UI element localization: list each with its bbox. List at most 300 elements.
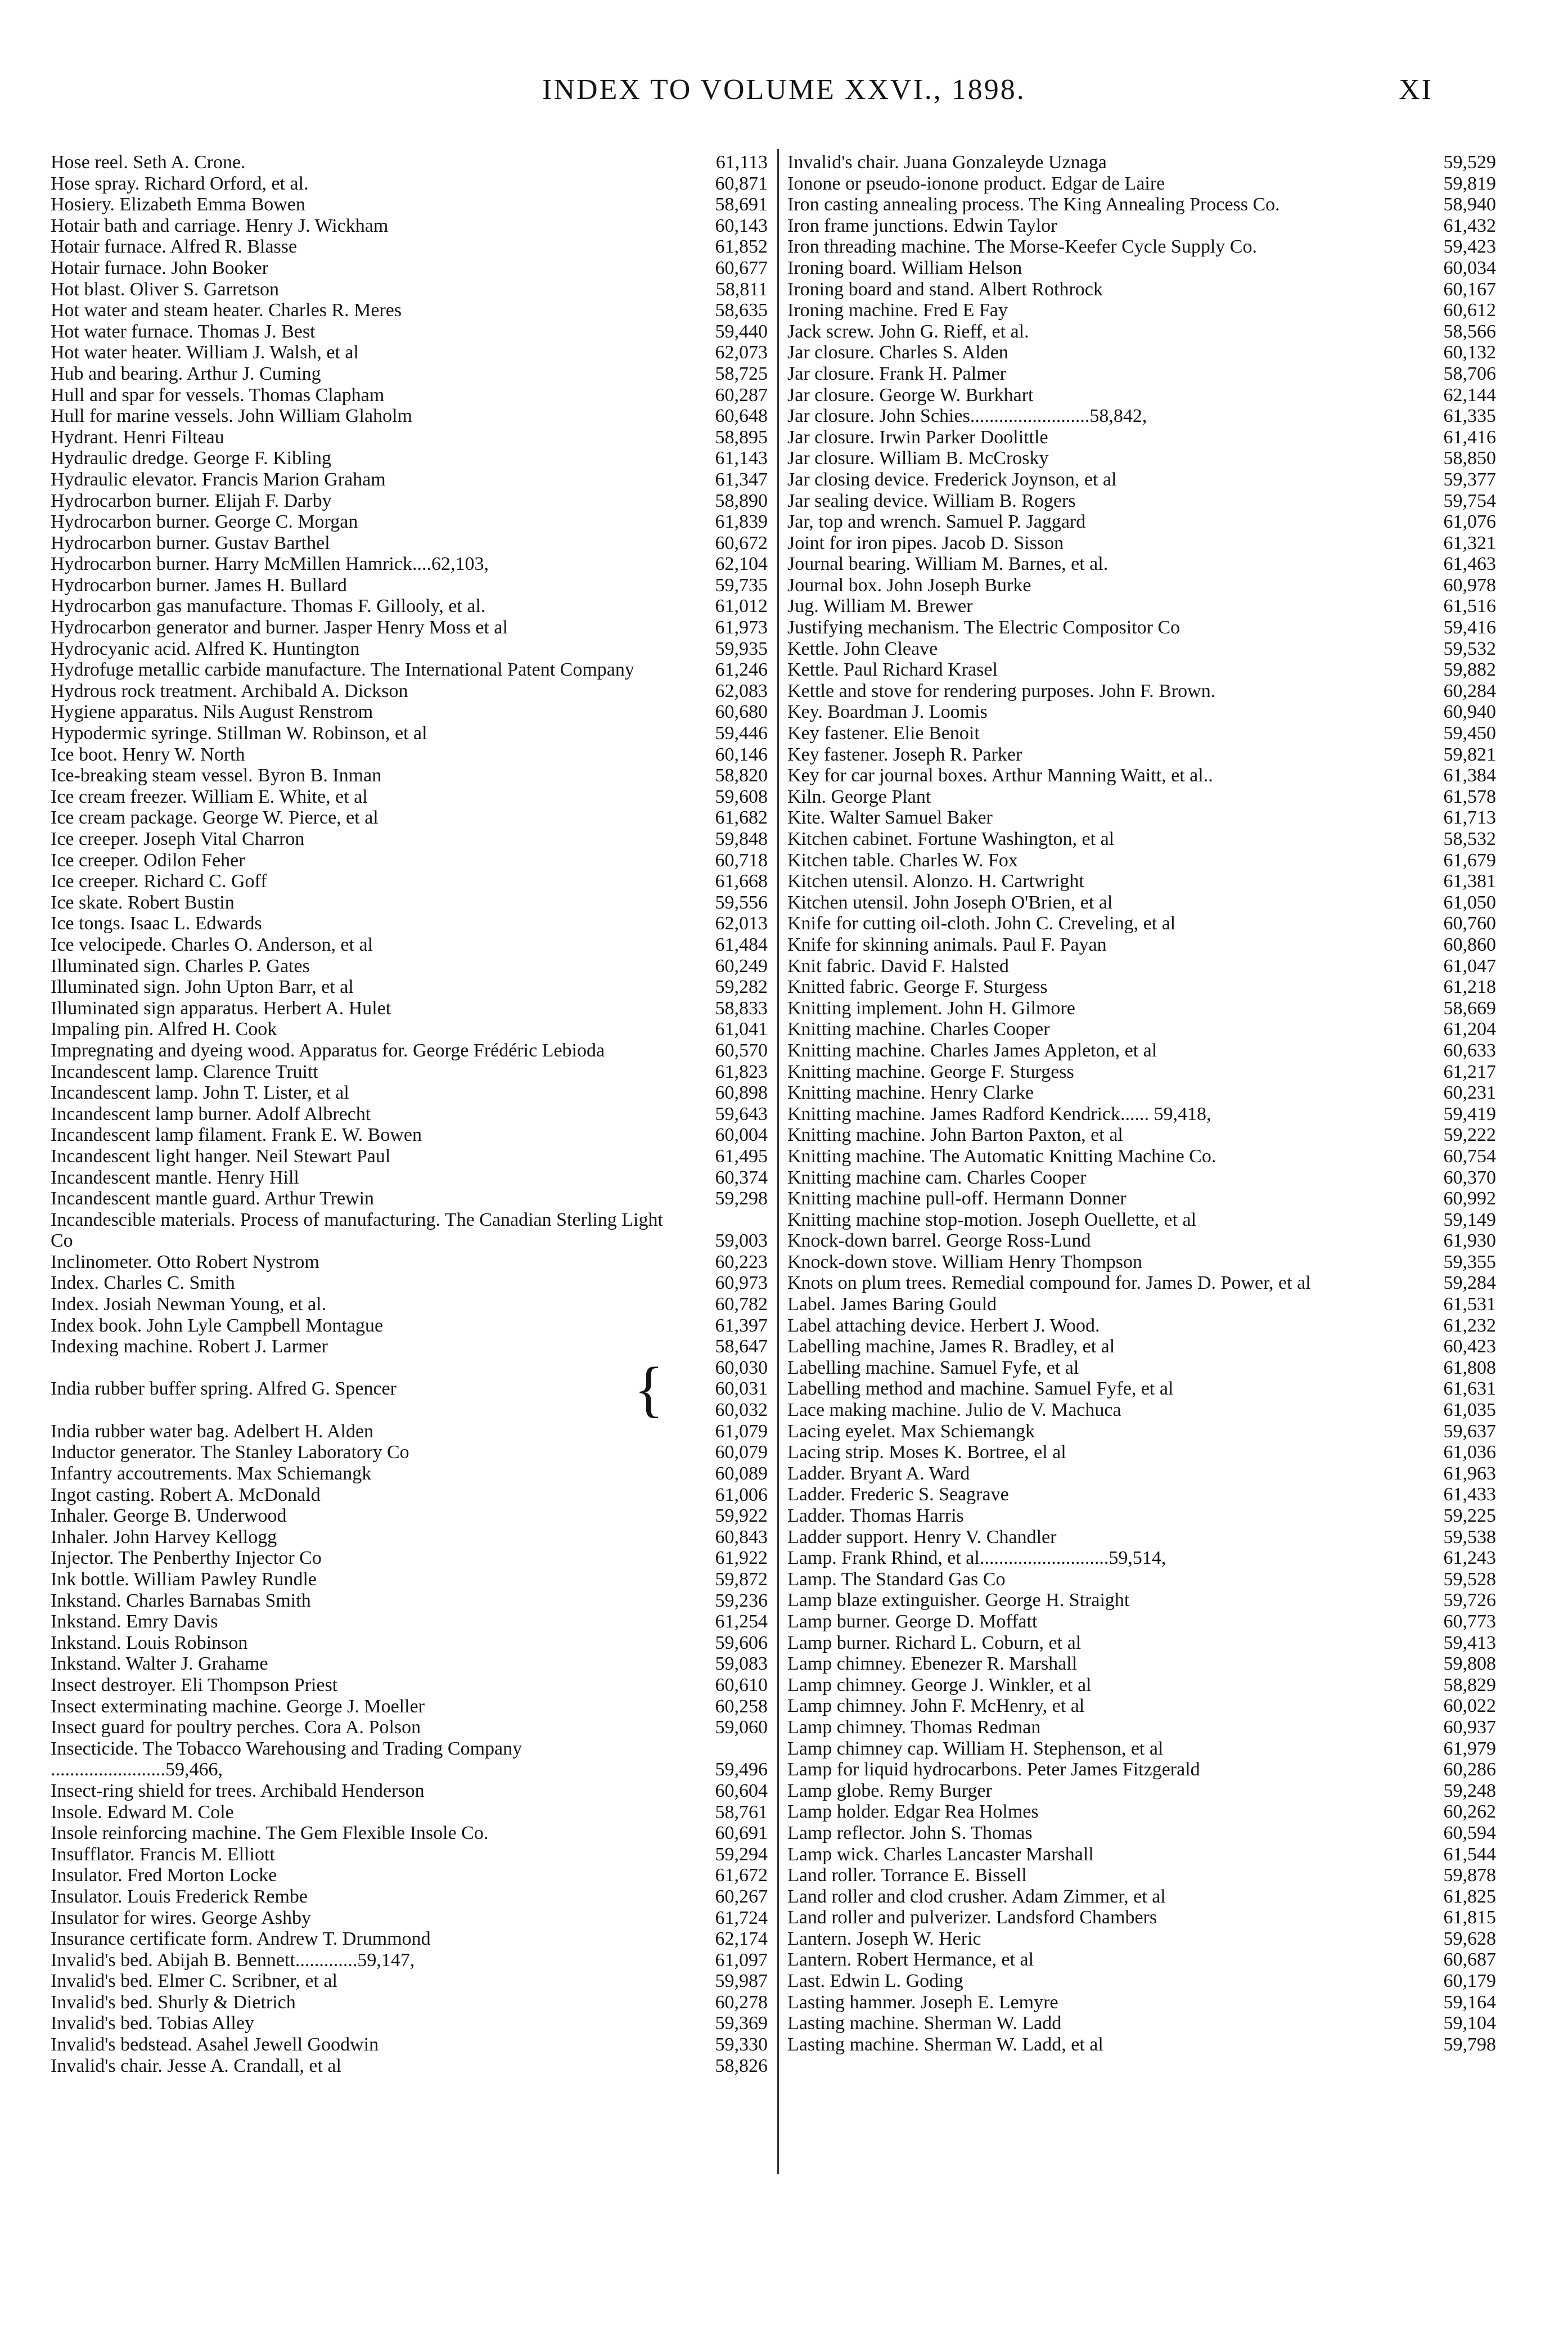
entry-text: Ice tongs. Isaac L. Edwards (51, 913, 262, 934)
patent-number: 59,419 (1443, 1103, 1496, 1125)
index-entry (787, 1315, 1496, 1337)
patent-number: 58,833 (715, 997, 768, 1019)
entry-text: Key fastener. Joseph R. Parker (787, 744, 1022, 765)
patent-number: 59,423 (1443, 236, 1496, 258)
patent-number: 61,578 (1443, 786, 1496, 807)
entry-text: Iron threading machine. The Morse-Keefer Cycle Supply Co. (787, 236, 1257, 258)
patent-number: 60,034 (1443, 257, 1496, 278)
page-title: INDEX TO VOLUME XXVI., 1898. (542, 74, 1026, 106)
patent-number: 60,612 (1443, 300, 1496, 321)
patent-number: 60,973 (715, 1272, 768, 1294)
index-entry (787, 533, 1496, 554)
index-entry (787, 385, 1496, 406)
entry-text: Hydraulic elevator. Francis Marion Graham (51, 469, 386, 490)
entry-text: Incandescent lamp. John T. Lister, et al (51, 1082, 349, 1104)
patent-number: 60,594 (1443, 1822, 1496, 1843)
patent-number: 61,963 (1443, 1463, 1496, 1484)
entry-text: Ice-breaking steam vessel. Byron B. Inman (51, 765, 382, 786)
patent-number: 59,225 (1443, 1505, 1496, 1526)
entry-text: Labelling method and machine. Samuel Fyfe, et al (787, 1378, 1174, 1400)
patent-number: 60,223 (715, 1251, 768, 1272)
entry-text: Land roller and pulverizer. Landsford Chambers (787, 1907, 1157, 1928)
index-entry (51, 406, 768, 427)
patent-number: 60,604 (715, 1780, 768, 1801)
index-entry (787, 1653, 1496, 1675)
entry-text: Lamp chimney. Thomas Redman (787, 1716, 1041, 1738)
entry-text: Jar sealing device. William B. Rogers (787, 490, 1076, 511)
entry-text: Ironing board. William Helson (787, 257, 1022, 278)
entry-text: Key for car journal boxes. Arthur Manning Waitt, et al.. (787, 765, 1213, 786)
patent-number: 59,935 (715, 638, 768, 659)
entry-text: Lamp. The Standard Gas Co (787, 1568, 1006, 1590)
patent-number: 59,819 (1443, 173, 1496, 194)
patent-number: 59,878 (1443, 1865, 1496, 1886)
entry-text: Joint for iron pipes. Jacob D. Sisson (787, 532, 1064, 554)
entry-text: Inhaler. John Harvey Kellogg (51, 1526, 277, 1548)
index-entry (51, 236, 768, 258)
index-entry (51, 913, 768, 934)
index-entry (51, 321, 768, 343)
patent-number: 60,284 (1443, 680, 1496, 701)
index-entry (51, 342, 768, 363)
index-entry (51, 850, 768, 871)
entry-text: Hydrocarbon generator and burner. Jasper Henry Moss et al (51, 617, 508, 638)
index-entry (51, 448, 768, 469)
index-entry (787, 1442, 1496, 1463)
patent-number: 59,355 (1443, 1251, 1496, 1272)
left-index-column (51, 152, 768, 2076)
patent-number: 60,370 (1443, 1167, 1496, 1188)
patent-number: 61,143 (715, 448, 768, 469)
page-number: XI (1399, 74, 1433, 106)
entry-text: Incandescent lamp. Clarence Truitt (51, 1061, 318, 1082)
entry-text: Knitting machine cam. Charles Cooper (787, 1167, 1087, 1188)
entry-text: Jar closure. John Schies.........................58,842, (787, 406, 1147, 427)
index-entry (51, 1865, 768, 1886)
patent-number: 61,416 (1443, 426, 1496, 448)
index-entry (51, 385, 768, 406)
index-entry (787, 1421, 1496, 1442)
index-entry (51, 1062, 768, 1083)
entry-text: Lamp chimney. Ebenezer R. Marshall (787, 1653, 1078, 1675)
patent-number: 60,231 (1443, 1082, 1496, 1104)
index-entry (787, 1844, 1496, 1865)
patent-number: 61,823 (715, 1061, 768, 1082)
patent-number: 60,278 (715, 1991, 768, 2013)
patent-number: 59,083 (715, 1653, 768, 1675)
index-entry (51, 1146, 768, 1167)
patent-number: 60,773 (1443, 1611, 1496, 1632)
entry-text: Jug. William M. Brewer (787, 596, 973, 617)
entry-text: Ironing machine. Fred E Fay (787, 300, 1008, 321)
index-entry (51, 1548, 768, 1569)
index-entry (51, 871, 768, 892)
entry-text: Insole reinforcing machine. The Gem Flexible Insole Co. (51, 1823, 489, 1844)
patent-number: 60,843 (715, 1526, 768, 1548)
entry-text: Kettle. Paul Richard Krasel (787, 659, 998, 681)
entry-text: Iron casting annealing process. The King Annealing Process Co. (787, 194, 1280, 215)
index-entry (51, 1019, 768, 1040)
patent-number: 61,347 (715, 469, 768, 490)
patent-number: 58,940 (1443, 194, 1496, 215)
index-entry (787, 1675, 1496, 1696)
patent-number: 58,761 (715, 1801, 768, 1823)
patent-number: 59,643 (715, 1103, 768, 1125)
entry-text: Hot water heater. William J. Walsh, et al (51, 342, 359, 363)
entry-text: Ladder support. Henry V. Chandler (787, 1526, 1057, 1548)
entry-text: Label attaching device. Herbert J. Wood. (787, 1315, 1100, 1336)
entry-text: Kitchen utensil. Alonzo. H. Cartwright (787, 871, 1084, 892)
entry-text: Hotair furnace. John Booker (51, 257, 269, 278)
index-entry (787, 1717, 1496, 1738)
index-entry (51, 215, 768, 237)
index-entry (51, 1104, 768, 1125)
patent-number: 61,041 (715, 1019, 768, 1040)
entry-text: Journal bearing. William M. Barnes, et al. (787, 554, 1109, 575)
patent-number: 59,821 (1443, 744, 1496, 765)
index-entry (787, 1569, 1496, 1590)
entry-text: Ice cream package. George W. Pierce, et al (51, 807, 379, 829)
patent-number: 61,113 (715, 152, 768, 173)
entry-text: Lamp chimney cap. William H. Stephenson, et al (787, 1738, 1164, 1759)
patent-number: 58,811 (715, 278, 768, 300)
patent-number: 59,735 (715, 574, 768, 596)
index-entry (51, 1633, 768, 1654)
entry-text: Land roller. Torrance E. Bissell (787, 1865, 1027, 1886)
patent-number: 60,167 (1443, 278, 1496, 300)
entry-text: Jack screw. John G. Rieff, et al. (787, 321, 1029, 342)
entry-text: Knitting machine. George F. Sturgess (787, 1061, 1074, 1082)
patent-number: 60,032 (715, 1400, 768, 1421)
index-entry (51, 1040, 768, 1062)
index-entry (51, 1125, 768, 1146)
patent-number: 60,687 (1443, 1949, 1496, 1971)
entry-text: Key. Boardman J. Loomis (787, 701, 988, 723)
patent-number: 60,871 (715, 173, 768, 194)
index-entry (787, 1971, 1496, 1992)
right-index-column (787, 152, 1496, 2055)
index-entry (51, 258, 768, 279)
entry-text: Knots on plum trees. Remedial compound for. James D. Power, et al (787, 1272, 1311, 1294)
index-entry (51, 1886, 768, 1908)
entry-text: Illuminated sign. Charles P. Gates (51, 955, 310, 977)
entry-text: Hot water furnace. Thomas J. Best (51, 321, 316, 342)
entry-text: Hydrous rock treatment. Archibald A. Dickson (51, 680, 408, 701)
patent-number: 60,648 (715, 406, 768, 427)
patent-number: 60,633 (1443, 1040, 1496, 1061)
entry-text: Kitchen table. Charles W. Fox (787, 849, 1018, 871)
entry-text: Knitting machine. The Automatic Knitting Machine Co. (787, 1145, 1216, 1167)
patent-number: 59,416 (1443, 617, 1496, 638)
entry-text: Key fastener. Elie Benoit (787, 723, 980, 744)
entry-text: Incandescent lamp burner. Adolf Albrecht (51, 1103, 371, 1125)
entry-text: Knife for cutting oil-cloth. John C. Creveling, et al (787, 913, 1176, 934)
curly-brace-icon: { (634, 1354, 664, 1423)
index-entry (787, 2013, 1496, 2034)
entry-text: Ice creeper. Richard C. Goff (51, 871, 267, 892)
patent-number: 61,076 (1443, 511, 1496, 533)
entry-text: Inductor generator. The Stanley Laboratory Co (51, 1442, 409, 1463)
patent-number: 62,144 (1443, 384, 1496, 406)
patent-number: 59,922 (715, 1505, 768, 1527)
index-entry (787, 1484, 1496, 1505)
index-entry (787, 1696, 1496, 1717)
index-entry (787, 1907, 1496, 1928)
patent-number: 61,381 (1443, 871, 1496, 892)
entry-text: Lamp burner. George D. Moffatt (787, 1611, 1038, 1632)
patent-number: 62,073 (715, 342, 768, 363)
patent-number: 60,898 (715, 1082, 768, 1104)
patent-number: 58,850 (1443, 448, 1496, 469)
index-entry (787, 1928, 1496, 1950)
entry-text: Knitting machine. James Radford Kendrick...... 59,418, (787, 1103, 1211, 1125)
entry-text: Lasting machine. Sherman W. Ladd, et al (787, 2034, 1103, 2055)
index-entry (51, 1590, 768, 1612)
patent-number: 61,922 (715, 1548, 768, 1569)
index-entry (51, 1421, 768, 1442)
index-entry (787, 744, 1496, 766)
index-entry (787, 977, 1496, 998)
index-entry (51, 1992, 768, 2013)
patent-number: 59,284 (1443, 1272, 1496, 1294)
index-entry (51, 1188, 768, 1209)
entry-text: Invalid's bed. Tobias Alley (51, 2013, 254, 2034)
entry-text: Last. Edwin L. Goding (787, 1971, 963, 1992)
entry-text: Journal box. John Joseph Burke (787, 574, 1031, 596)
index-entry (51, 1928, 768, 1950)
entry-text: Justifying mechanism. The Electric Compositor Co (787, 617, 1180, 638)
index-entry (787, 448, 1496, 469)
patent-number: 58,820 (715, 765, 768, 786)
entry-text: Hypodermic syringe. Stillman W. Robinson, et al (51, 723, 427, 744)
patent-number: 58,566 (1443, 321, 1496, 342)
patent-number: 58,669 (1443, 997, 1496, 1019)
entry-text: Invalid's bed. Abijah B. Bennett.............59,147, (51, 1949, 415, 1971)
patent-number: 59,450 (1443, 723, 1496, 744)
index-entry (51, 2056, 768, 2077)
index-entry (787, 723, 1496, 744)
patent-number: 60,937 (1443, 1716, 1496, 1738)
entry-text: Hot blast. Oliver S. Garretson (51, 278, 280, 300)
entry-text: Lamp holder. Edgar Rea Holmes (787, 1801, 1039, 1823)
index-entry (787, 1294, 1496, 1315)
entry-text: Inclinometer. Otto Robert Nystrom (51, 1251, 319, 1272)
entry-text: Inkstand. Emry Davis (51, 1611, 218, 1633)
index-entry (787, 1336, 1496, 1357)
index-entry (51, 1209, 768, 1252)
patent-number: 60,570 (715, 1040, 768, 1061)
index-entry (787, 2034, 1496, 2056)
patent-number: 59,628 (1443, 1928, 1496, 1949)
patent-number: 61,246 (715, 659, 768, 681)
patent-number: 60,978 (1443, 574, 1496, 596)
index-entry (51, 491, 768, 512)
patent-number: 61,036 (1443, 1442, 1496, 1463)
index-entry (787, 1801, 1496, 1823)
entry-text: Hull and spar for vessels. Thomas Clapham (51, 384, 385, 406)
entry-text: Jar closure. Frank H. Palmer (787, 363, 1007, 384)
index-entry (787, 1992, 1496, 2013)
entry-text: Label. James Baring Gould (787, 1294, 997, 1315)
patent-number: 59,248 (1443, 1780, 1496, 1801)
index-entry (787, 342, 1496, 363)
patent-number: 60,691 (715, 1823, 768, 1844)
entry-text: Hotair bath and carriage. Henry J. Wickham (51, 215, 389, 236)
index-entry (51, 1527, 768, 1548)
index-entry (51, 363, 768, 385)
index-entry (51, 1717, 768, 1738)
index-entry (787, 1019, 1496, 1040)
index-entry (787, 215, 1496, 237)
patent-number: 60,860 (1443, 934, 1496, 955)
entry-text: Incandescent light hanger. Neil Stewart Paul (51, 1145, 391, 1167)
index-entry (787, 1167, 1496, 1189)
patent-number: 59,556 (715, 892, 768, 913)
index-entry (787, 1209, 1496, 1231)
patent-number: 60,677 (715, 257, 768, 278)
index-entry (787, 491, 1496, 512)
entry-text: Insect-ring shield for trees. Archibald Henderson (51, 1780, 425, 1801)
patent-number: 61,672 (715, 1865, 768, 1886)
index-entry (787, 173, 1496, 195)
entry-text: Infantry accoutrements. Max Schiemangk (51, 1463, 372, 1485)
patent-number: 58,725 (715, 363, 768, 384)
patent-number: 59,294 (715, 1843, 768, 1865)
index-entry (51, 554, 768, 575)
entry-text: Illuminated sign apparatus. Herbert A. Hulet (51, 997, 391, 1019)
index-entry (51, 1167, 768, 1189)
patent-number: 61,973 (715, 617, 768, 638)
entry-text: Lamp burner. Richard L. Coburn, et al (787, 1632, 1082, 1653)
entry-text: Jar closing device. Frederick Joynson, et al (787, 469, 1117, 490)
index-entry (51, 1675, 768, 1696)
index-entry (51, 511, 768, 533)
index-entry (51, 1463, 768, 1485)
index-entry (787, 681, 1496, 702)
patent-number: 59,104 (1443, 2013, 1496, 2034)
patent-number: 59,298 (715, 1188, 768, 1209)
index-entry (787, 1633, 1496, 1654)
patent-number: 59,538 (1443, 1526, 1496, 1548)
index-entry (787, 765, 1496, 786)
index-entry (787, 596, 1496, 617)
patent-number: 60,760 (1443, 913, 1496, 934)
entry-text: Lasting machine. Sherman W. Ladd (787, 2013, 1062, 2034)
entry-text: Knitting machine pull-off. Hermann Donner (787, 1188, 1127, 1209)
entry-text: Insect exterminating machine. George J. Moeller (51, 1696, 425, 1717)
index-entry (787, 1527, 1496, 1548)
index-entry (787, 1738, 1496, 1760)
index-entry (787, 427, 1496, 448)
index-entry (51, 1971, 768, 1992)
entry-text: Index book. John Lyle Campbell Montague (51, 1315, 384, 1336)
patent-number: 59,608 (715, 786, 768, 807)
entry-text: Insulator for wires. George Ashby (51, 1907, 312, 1928)
entry-text: Invalid's bed. Shurly & Dietrich (51, 1991, 296, 2013)
index-entry (51, 469, 768, 491)
entry-text: Lamp chimney. John F. McHenry, et al (787, 1696, 1085, 1717)
entry-text: Hot water and steam heater. Charles R. Meres (51, 300, 402, 321)
index-entry (51, 427, 768, 448)
patent-number: 62,104 (715, 554, 768, 575)
entry-text: Knife for skinning animals. Paul F. Payan (787, 934, 1107, 955)
patent-number: 60,267 (715, 1886, 768, 1907)
index-entry (787, 1611, 1496, 1633)
patent-number: 59,528 (1443, 1568, 1496, 1590)
entry-text: India rubber buffer spring. Alfred G. Spencer (51, 1378, 396, 1399)
patent-number: 60,143 (715, 215, 768, 236)
index-entry (51, 173, 768, 195)
index-entry (787, 998, 1496, 1019)
patent-number: 61,979 (1443, 1738, 1496, 1759)
entry-text: Insole. Edward M. Cole (51, 1801, 234, 1823)
entry-text: Lamp. Frank Rhind, et al...........................59,514, (787, 1548, 1166, 1569)
index-entry (51, 786, 768, 808)
patent-number: 61,432 (1443, 215, 1496, 236)
index-entry (51, 300, 768, 321)
patent-number: 61,232 (1443, 1315, 1496, 1336)
patent-number: 59,282 (715, 977, 768, 998)
index-entry (787, 1949, 1496, 1971)
patent-number: 58,691 (715, 194, 768, 215)
patent-number: 60,423 (1443, 1336, 1496, 1357)
index-entry (787, 363, 1496, 385)
index-entry (787, 1146, 1496, 1167)
patent-number: 62,083 (715, 680, 768, 701)
index-entry (787, 871, 1496, 892)
index-entry (787, 786, 1496, 808)
patent-number: 61,218 (1443, 977, 1496, 998)
patent-number: 61,516 (1443, 596, 1496, 617)
index-entry (51, 892, 768, 914)
patent-number: 61,035 (1443, 1400, 1496, 1421)
entry-text: Ionone or pseudo-ionone product. Edgar de Laire (787, 173, 1165, 194)
index-entry (51, 2034, 768, 2056)
patent-number: 61,321 (1443, 532, 1496, 554)
index-entry (51, 807, 768, 829)
entry-text: Inkstand. Walter J. Grahame (51, 1653, 268, 1675)
entry-text: Knitting machine stop-motion. Joseph Ouellette, et al (787, 1209, 1197, 1230)
patent-number: 62,013 (715, 913, 768, 934)
index-entry (787, 1400, 1496, 1421)
patent-number: 60,179 (1443, 1971, 1496, 1992)
index-entry (787, 1062, 1496, 1083)
patent-number: 60,374 (715, 1167, 768, 1188)
patent-number: 58,826 (715, 2055, 768, 2076)
index-entry (51, 1844, 768, 1865)
patent-number: 61,724 (715, 1907, 768, 1928)
index-entry (51, 1082, 768, 1104)
entry-text: Ice skate. Robert Bustin (51, 892, 235, 913)
index-entry (787, 1463, 1496, 1485)
index-entry (787, 807, 1496, 829)
index-entry (51, 1354, 768, 1423)
patent-number: 61,852 (715, 236, 768, 258)
index-entry (787, 554, 1496, 575)
entry-text: Invalid's bed. Elmer C. Scribner, et al (51, 1971, 337, 1992)
index-entry (787, 913, 1496, 934)
patent-number: 59,882 (1443, 659, 1496, 681)
index-entry (787, 511, 1496, 533)
index-entry (787, 279, 1496, 300)
patent-number: 61,531 (1443, 1294, 1496, 1315)
patent-number: 61,204 (1443, 1019, 1496, 1040)
entry-text: Lamp reflector. John S. Thomas (787, 1822, 1033, 1843)
patent-number: 59,413 (1443, 1632, 1496, 1653)
entry-text: Jar closure. George W. Burkhart (787, 384, 1034, 406)
index-entry (787, 1082, 1496, 1104)
entry-text: Hydraulic dredge. George F. Kibling (51, 448, 331, 469)
